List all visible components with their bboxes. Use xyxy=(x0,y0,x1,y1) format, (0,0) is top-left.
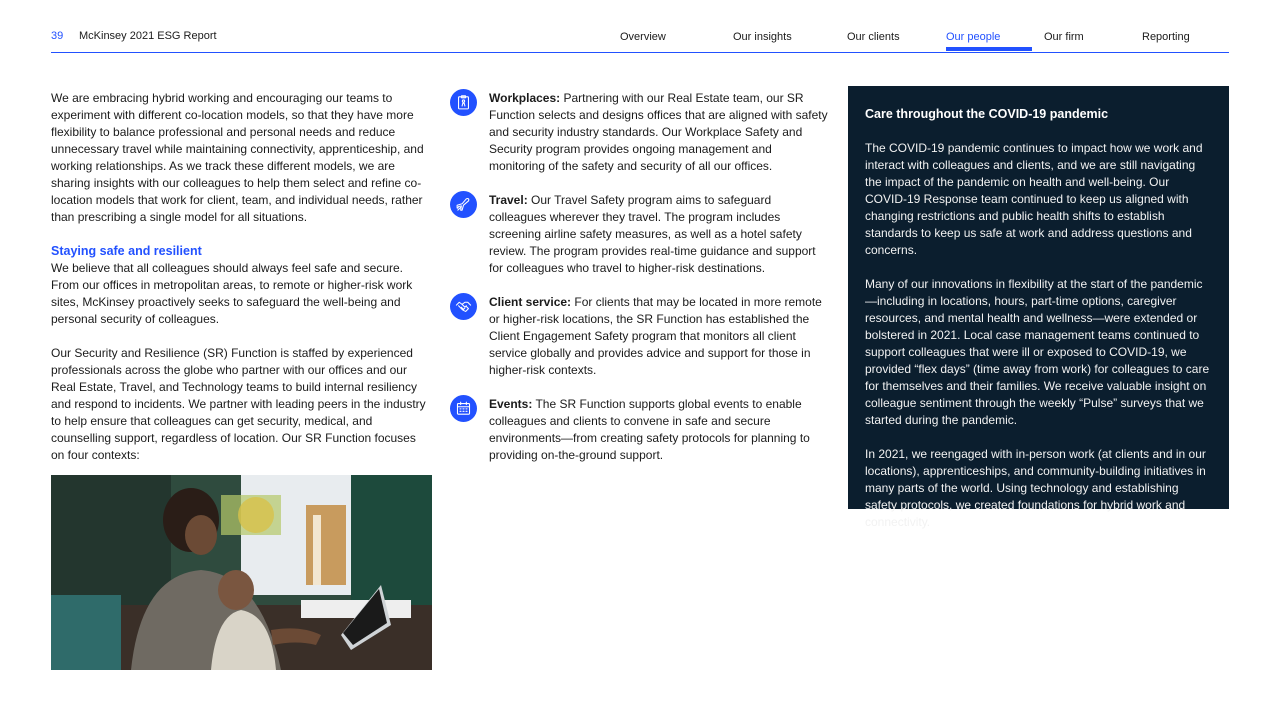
safety-paragraph: We believe that all colleagues should always feel safe and secure. From our offices in metropolitan areas, to remote or higher-risk work sites, McKinsey proactively seeks to safeguard the well-being and personal security of colleagues. xyxy=(51,261,413,326)
nav-reporting[interactable]: Reporting xyxy=(1142,31,1190,43)
context-title: Client service: xyxy=(489,295,572,309)
nav-our-clients[interactable]: Our clients xyxy=(847,31,900,43)
sidebar-paragraph: The COVID-19 pandemic continues to impact how we work and interact with colleagues and clients, and we are still navigating the impact of the pandemic on health and well-being. Our COVID-19 Response team continued to keep us aligned with changing restrictions and public health shifts to establish standards to keep us safe at work and address questions and concerns. xyxy=(865,141,1203,257)
context-travel xyxy=(450,192,830,277)
nav-our-people[interactable]: Our people xyxy=(946,31,1001,43)
context-title: Workplaces: xyxy=(489,91,561,105)
page-header xyxy=(51,0,1229,53)
context-title: Events: xyxy=(489,397,533,411)
intro-paragraph: We are embracing hybrid working and encouraging our teams to experiment with different co-location models, so that they have more flexibility to balance professional and personal needs and reduce unnecessary travel while maintaining connectivity, apprenticeship, and working relationships. As we track these different models, we are sharing insights with our colleagues to help them select and refine co-location models that work for client, team, and individual needs, rather than prescribing a single model for all situations. xyxy=(51,91,424,224)
context-events xyxy=(450,396,830,464)
mother-child-laptop-photo xyxy=(51,475,432,670)
nav-overview[interactable]: Overview xyxy=(620,31,666,43)
clipboard-person-icon xyxy=(450,89,477,116)
column-left xyxy=(51,90,432,481)
sidebar-paragraph: Many of our innovations in flexibility at the start of the pandemic—including in locations, hours, part-time options, caregiver resources, and mental health and wellness—were extended or bolstered in 2021. Local case management teams continued to support colleagues that were ill or exposed to COVID-19, we provided “flex days” (time away from work) for colleagues to care for themselves and their families. We receive valuable insight on colleague sentiment through the weekly “Pulse” surveys that we started during the pandemic. xyxy=(865,277,1210,427)
report-title: McKinsey 2021 ESG Report xyxy=(79,30,217,42)
calendar-icon xyxy=(450,395,477,422)
active-nav-indicator xyxy=(946,47,1032,51)
sidebar-paragraph: In 2021, we reengaged with in-person work (at clients and in our locations), apprenticeships, and community-building initiatives in many parts of the world. Using technology and establishing safety protocols, we created foundations for hybrid work and connectivity. xyxy=(865,447,1206,529)
airplane-icon xyxy=(450,191,477,218)
section-heading: Staying safe and resilient xyxy=(51,244,202,258)
context-workplaces xyxy=(450,90,830,175)
context-title: Travel: xyxy=(489,193,528,207)
context-client-service xyxy=(450,294,830,379)
handshake-icon xyxy=(450,293,477,320)
page-number: 39 xyxy=(51,30,64,42)
column-contexts xyxy=(450,90,830,481)
context-text: Our Travel Safety program aims to safeguard colleagues wherever they travel. The program includes screening airline safety measures, as well as a hotel safety review. The program provides real-time guidance and support for colleagues who travel to higher-risk destinations. xyxy=(489,193,816,275)
sidebar-title: Care throughout the COVID-19 pandemic xyxy=(865,107,1109,121)
context-text: The SR Function supports global events to enable colleagues and clients to convene in safe and secure environments—from creating safety protocols for planning to providing on-the-ground support. xyxy=(489,397,810,462)
nav-our-firm[interactable]: Our firm xyxy=(1044,31,1084,43)
context-text: Partnering with our Real Estate team, our SR Function selects and designs offices that are aligned with safety and security industry standards. Our Workplace Safety and Security program provides ongoing management and monitoring of the safety and security of all our offices. xyxy=(489,91,828,173)
covid-care-sidebar xyxy=(848,86,1229,529)
context-text: For clients that may be located in more remote or higher-risk locations, the SR Function has established the Client Engagement Safety program that monitors all client service globally and provides advice and support for those in higher-risk contexts. xyxy=(489,295,822,377)
sr-function-paragraph: Our Security and Resilience (SR) Function is staffed by experienced professionals across the globe who partner with our offices and our Real Estate, Travel, and Technology teams to build internal resiliency and respond to incidents. We partner with leading peers in the industry to help ensure that colleagues can get security, medical, and counselling support, regardless of location. Our SR Function focuses on four contexts: xyxy=(51,346,426,462)
nav-our-insights[interactable]: Our insights xyxy=(733,31,792,43)
